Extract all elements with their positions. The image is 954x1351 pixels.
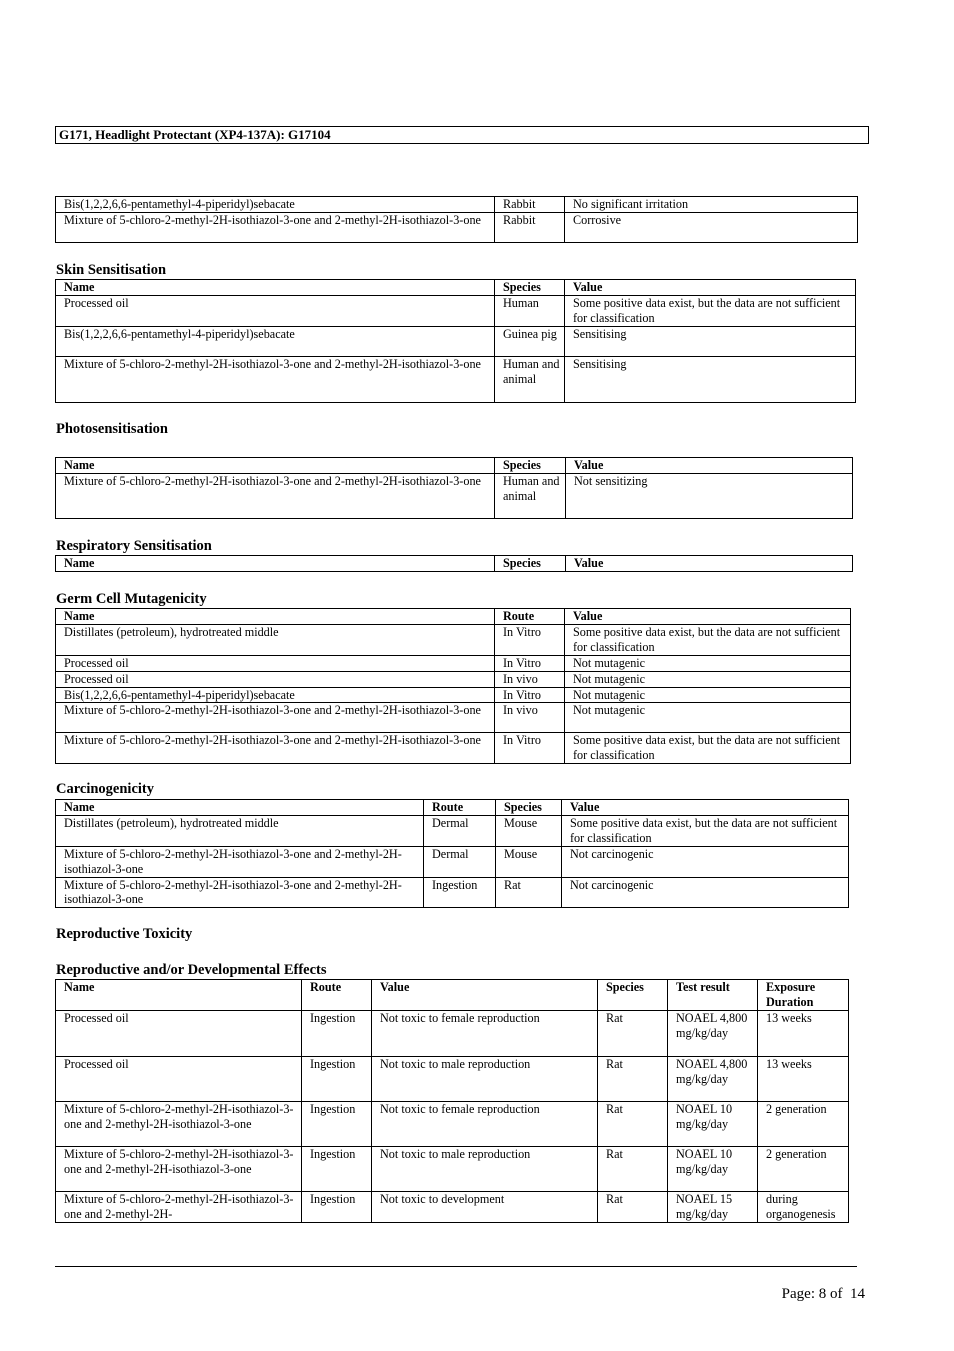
table-cell: Sensitising [565, 356, 856, 402]
column-header: Value [566, 556, 853, 572]
table-cell: Processed oil [56, 1010, 302, 1056]
table-cell: In Vitro [495, 655, 565, 671]
table-cell: Human [495, 295, 565, 326]
table-cell: Not toxic to male reproduction [372, 1056, 598, 1101]
table-cell: Processed oil [56, 1056, 302, 1101]
table-cell: Mixture of 5-chloro-2-methyl-2H-isothiazol-3-one and 2-methyl-2H-isothiazol-3-one [56, 703, 495, 733]
table-cell: Processed oil [56, 655, 495, 671]
table-cell: In vivo [495, 671, 565, 687]
skin-sensitisation-table [55, 279, 856, 403]
carcinogenicity-table [55, 799, 849, 908]
table-header-row [56, 609, 851, 625]
column-header: Species [496, 800, 562, 816]
table-row [56, 1056, 849, 1101]
table-cell: Mixture of 5-chloro-2-methyl-2H-isothiazol-3-one and 2-methyl-2H-isothiazol-3-one [56, 212, 495, 242]
table-cell: Some positive data exist, but the data are not sufficient for classification [565, 295, 856, 326]
table-cell: Processed oil [56, 671, 495, 687]
table-cell: Not carcinogenic [562, 877, 849, 908]
table-row [56, 877, 849, 908]
table-cell: Not mutagenic [565, 655, 851, 671]
reproductive-toxicity-title: Reproductive Toxicity [56, 926, 193, 942]
table-header-row [56, 556, 853, 572]
table-cell: Mixture of 5-chloro-2-methyl-2H-isothiazol-3-one and 2-methyl-2H-isothiazol-3-one [56, 877, 424, 908]
table-cell: Distillates (petroleum), hydrotreated middle [56, 624, 495, 655]
table-cell: In Vitro [495, 624, 565, 655]
table-cell: Dermal [424, 846, 496, 877]
table-cell: Mixture of 5-chloro-2-methyl-2H-isothiazol-3-one and 2-methyl-2H-isothiazol-3-one [56, 1146, 302, 1191]
column-header: Value [565, 280, 856, 296]
table-cell: Rabbit [495, 197, 565, 213]
column-header: Species [495, 280, 565, 296]
table-cell: Mixture of 5-chloro-2-methyl-2H-isothiazol-3-one and 2-methyl-2H-isothiazol-3-one [56, 356, 495, 402]
reproductive-developmental-effects-table [55, 979, 849, 1223]
table-cell: 13 weeks [758, 1010, 849, 1056]
column-header: Name [56, 800, 424, 816]
table-row [56, 671, 851, 687]
column-header: Exposure Duration [758, 980, 849, 1011]
table-cell: Not mutagenic [565, 671, 851, 687]
table-header-row [56, 280, 856, 296]
table-cell: Not sensitizing [566, 473, 853, 518]
table-row [56, 1191, 849, 1222]
reproductive-developmental-effects-title: Reproductive and/or Developmental Effects [56, 962, 327, 978]
table-cell: NOAEL 10 mg/kg/day [668, 1146, 758, 1191]
table-cell: Not mutagenic [565, 703, 851, 733]
respiratory-sensitisation-table [55, 555, 853, 572]
table-cell: Rat [598, 1056, 668, 1101]
table-body [56, 197, 858, 243]
table-cell: during organogenesis [758, 1191, 849, 1222]
table-cell: Ingestion [424, 877, 496, 908]
photosensitisation-title: Photosensitisation [56, 421, 168, 437]
table-row [56, 356, 856, 402]
table-cell: Not toxic to development [372, 1191, 598, 1222]
table-cell: Mixture of 5-chloro-2-methyl-2H-isothiazol-3-one and 2-methyl-2H-isothiazol-3-one [56, 733, 495, 764]
table-cell: In Vitro [495, 687, 565, 703]
table-cell: Some positive data exist, but the data are not sufficient for classification [565, 624, 851, 655]
column-header: Value [565, 609, 851, 625]
table-cell: Not toxic to female reproduction [372, 1101, 598, 1146]
table-cell: In Vitro [495, 733, 565, 764]
table-cell: Some positive data exist, but the data are not sufficient for classification [565, 733, 851, 764]
table-cell: 13 weeks [758, 1056, 849, 1101]
table-row [56, 1010, 849, 1056]
table-cell: In vivo [495, 703, 565, 733]
skin-sensitisation-title: Skin Sensitisation [56, 262, 167, 278]
table-cell: Rat [598, 1191, 668, 1222]
table-cell: Bis(1,2,2,6,6-pentamethyl-4-piperidyl)sebacate [56, 326, 495, 356]
table-cell: Dermal [424, 815, 496, 846]
table-cell: No significant irritation [565, 197, 858, 213]
column-header: Name [56, 280, 495, 296]
table-row [56, 326, 856, 356]
germ-cell-mutagenicity-title: Germ Cell Mutagenicity [56, 591, 207, 607]
table-row [56, 703, 851, 733]
column-header: Name [56, 609, 495, 625]
column-header: Route [424, 800, 496, 816]
table-cell: Some positive data exist, but the data are not sufficient for classification [562, 815, 849, 846]
column-header: Name [56, 980, 302, 1011]
table-header-row [56, 458, 853, 474]
table-cell: Corrosive [565, 212, 858, 242]
table-cell: Rabbit [495, 212, 565, 242]
table-cell: Mixture of 5-chloro-2-methyl-2H-isothiazol-3-one and 2-methyl-2H- [56, 1191, 302, 1222]
column-header: Route [302, 980, 372, 1011]
photosensitisation-table [55, 457, 853, 519]
column-header: Value [562, 800, 849, 816]
footer-divider [55, 1266, 857, 1267]
carcinogenicity-title: Carcinogenicity [56, 781, 154, 797]
table-cell: Bis(1,2,2,6,6-pentamethyl-4-piperidyl)sebacate [56, 197, 495, 213]
table-cell: 2 generation [758, 1101, 849, 1146]
germ-cell-mutagenicity-table [55, 608, 851, 764]
table-row [56, 655, 851, 671]
table-cell: Mixture of 5-chloro-2-methyl-2H-isothiazol-3-one and 2-methyl-2H-isothiazol-3-one [56, 473, 495, 518]
table-cell: Mixture of 5-chloro-2-methyl-2H-isothiazol-3-one and 2-methyl-2H-isothiazol-3-one [56, 1101, 302, 1146]
table-row [56, 687, 851, 703]
table-cell: Mixture of 5-chloro-2-methyl-2H-isothiazol-3-one and 2-methyl-2H-isothiazol-3-one [56, 846, 424, 877]
table-cell: Rat [598, 1101, 668, 1146]
table-cell: NOAEL 4,800 mg/kg/day [668, 1010, 758, 1056]
table-row [56, 815, 849, 846]
table-row [56, 197, 858, 213]
column-header: Value [566, 458, 853, 474]
column-header: Species [495, 556, 566, 572]
table-row [56, 1146, 849, 1191]
table-row [56, 1101, 849, 1146]
table-cell: Not toxic to male reproduction [372, 1146, 598, 1191]
page-number: Page: 8 of 14 [781, 1286, 865, 1302]
table-cell: Bis(1,2,2,6,6-pentamethyl-4-piperidyl)sebacate [56, 687, 495, 703]
table-cell: Human and animal [495, 473, 566, 518]
table-row [56, 846, 849, 877]
table-cell: Ingestion [302, 1056, 372, 1101]
table-cell: Mouse [496, 846, 562, 877]
table-row [56, 212, 858, 242]
column-header: Name [56, 556, 495, 572]
table-cell: Distillates (petroleum), hydrotreated middle [56, 815, 424, 846]
table-cell: Processed oil [56, 295, 495, 326]
table-cell: Ingestion [302, 1010, 372, 1056]
table-cell: NOAEL 10 mg/kg/day [668, 1101, 758, 1146]
document-header: G171, Headlight Protectant (XP4-137A): G17104 [55, 126, 869, 144]
table-cell: Rat [598, 1146, 668, 1191]
column-header: Species [598, 980, 668, 1011]
table-header-row [56, 980, 849, 1011]
table-cell: Sensitising [565, 326, 856, 356]
respiratory-sensitisation-title: Respiratory Sensitisation [56, 538, 212, 554]
table-cell: Rat [598, 1010, 668, 1056]
column-header: Route [495, 609, 565, 625]
table-cell: 2 generation [758, 1146, 849, 1191]
column-header: Name [56, 458, 495, 474]
table-cell: Not toxic to female reproduction [372, 1010, 598, 1056]
table-cell: Mouse [496, 815, 562, 846]
table-cell: NOAEL 15 mg/kg/day [668, 1191, 758, 1222]
column-header: Species [495, 458, 566, 474]
column-header: Test result [668, 980, 758, 1011]
table-cell: Not carcinogenic [562, 846, 849, 877]
column-header: Value [372, 980, 598, 1011]
table-row [56, 473, 853, 518]
table-cell: Not mutagenic [565, 687, 851, 703]
table-header-row [56, 800, 849, 816]
table-row [56, 624, 851, 655]
table-cell: NOAEL 4,800 mg/kg/day [668, 1056, 758, 1101]
irritation-continued-table [55, 196, 858, 243]
table-cell: Ingestion [302, 1146, 372, 1191]
table-cell: Guinea pig [495, 326, 565, 356]
table-cell: Ingestion [302, 1101, 372, 1146]
table-row [56, 733, 851, 764]
table-cell: Human and animal [495, 356, 565, 402]
table-row [56, 295, 856, 326]
table-cell: Rat [496, 877, 562, 908]
table-cell: Ingestion [302, 1191, 372, 1222]
